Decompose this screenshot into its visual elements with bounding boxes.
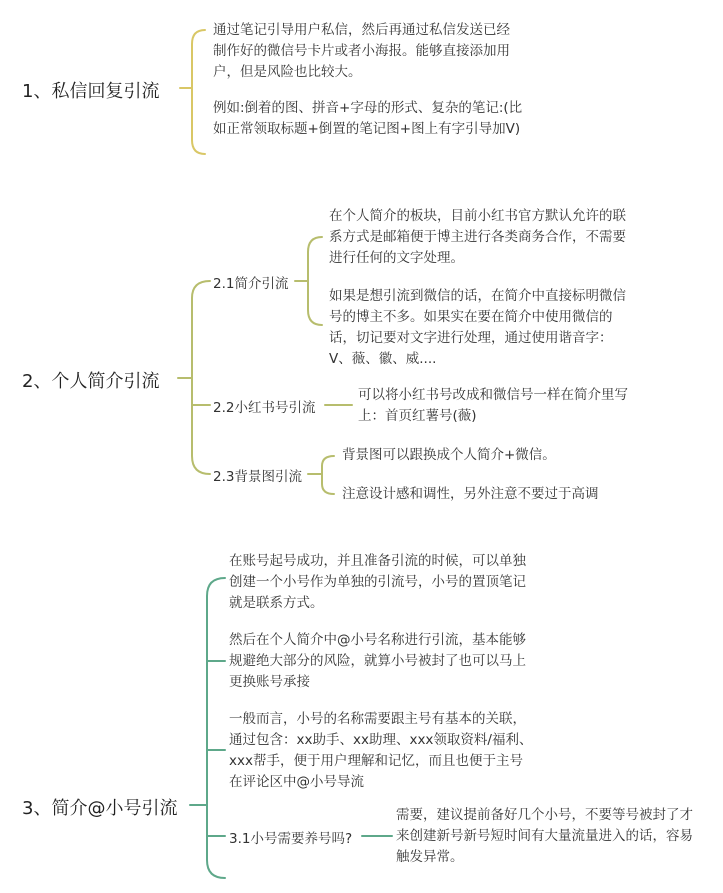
section-1-title: 1、私信回复引流 (22, 81, 160, 102)
section-2-title: 2、个人简介引流 (22, 371, 160, 392)
section-2-sub-1-note-1: 在个人简介的板块，目前小红书官方默认允许的联系方式是邮箱便于博主进行各类商务合作，不需要进行任何的文字处理。 (329, 208, 626, 266)
section-3-note-1: 在账号起号成功，并且准备引流的时候，可以单独创建一个小号作为单独的引流号，小号的置顶笔记就是联系方式。 (229, 553, 526, 611)
section-3-title: 3、简介@小号引流 (22, 798, 178, 819)
section-2-sub-3-note-2: 注意设计感和调性，另外注意不要过于高调 (342, 486, 599, 502)
section-2-sub-1-label: 2.1简介引流 (213, 276, 289, 292)
section-2-sub-1-note-2: 如果是想引流到微信的话，在简介中直接标明微信号的博主不多。如果实在要在简介中使用微信的话，切记要对文字进行处理，通过使用谐音字：V、薇、徽、威.... (329, 288, 626, 367)
section-3-sub-label: 3.1小号需要养号吗? (229, 831, 353, 847)
branch-2-connectors (178, 281, 210, 474)
branch-1-connectors (180, 30, 205, 154)
section-3-note-3: 一般而言，小号的名称需要跟主号有基本的关联，通过包含：xx助手、xx助理、xxx领取资料/福利、xxx帮手，便于用户理解和记忆，而且也便于主号在评论区中@小号导流 (229, 711, 533, 790)
section-1-note-2: 例如:倒着的图、拼音+字母的形式、复杂的笔记:(比如正常领取标题+倒置的笔记图+图上有字引导加V) (213, 100, 523, 137)
section-2-sub-3-label: 2.3背景图引流 (213, 469, 302, 485)
section-1-note-1: 通过笔记引导用户私信，然后再通过私信发送已经制作好的微信号卡片或者小海报。能够直接添加用户，但是风险也比较大。 (213, 22, 510, 80)
section-2-sub-2-label: 2.2小红书号引流 (213, 400, 316, 416)
section-2-sub-3-note-1: 背景图可以跟换成个人简介+微信。 (342, 447, 556, 463)
section-3-note-2: 然后在个人简介中@小号名称进行引流，基本能够规避绝大部分的风险，就算小号被封了也可以马上更换账号承接 (229, 632, 526, 690)
section-2-sub-2-note: 可以将小红书号改成和微信号一样在简介里写上：首页红薯号(薇) (358, 387, 628, 424)
section-3-sub-note: 需要，建议提前备好几个小号，不要等号被封了才来创建新号新号短时间有大量流量进入的话，容易触发异常。 (396, 807, 693, 865)
